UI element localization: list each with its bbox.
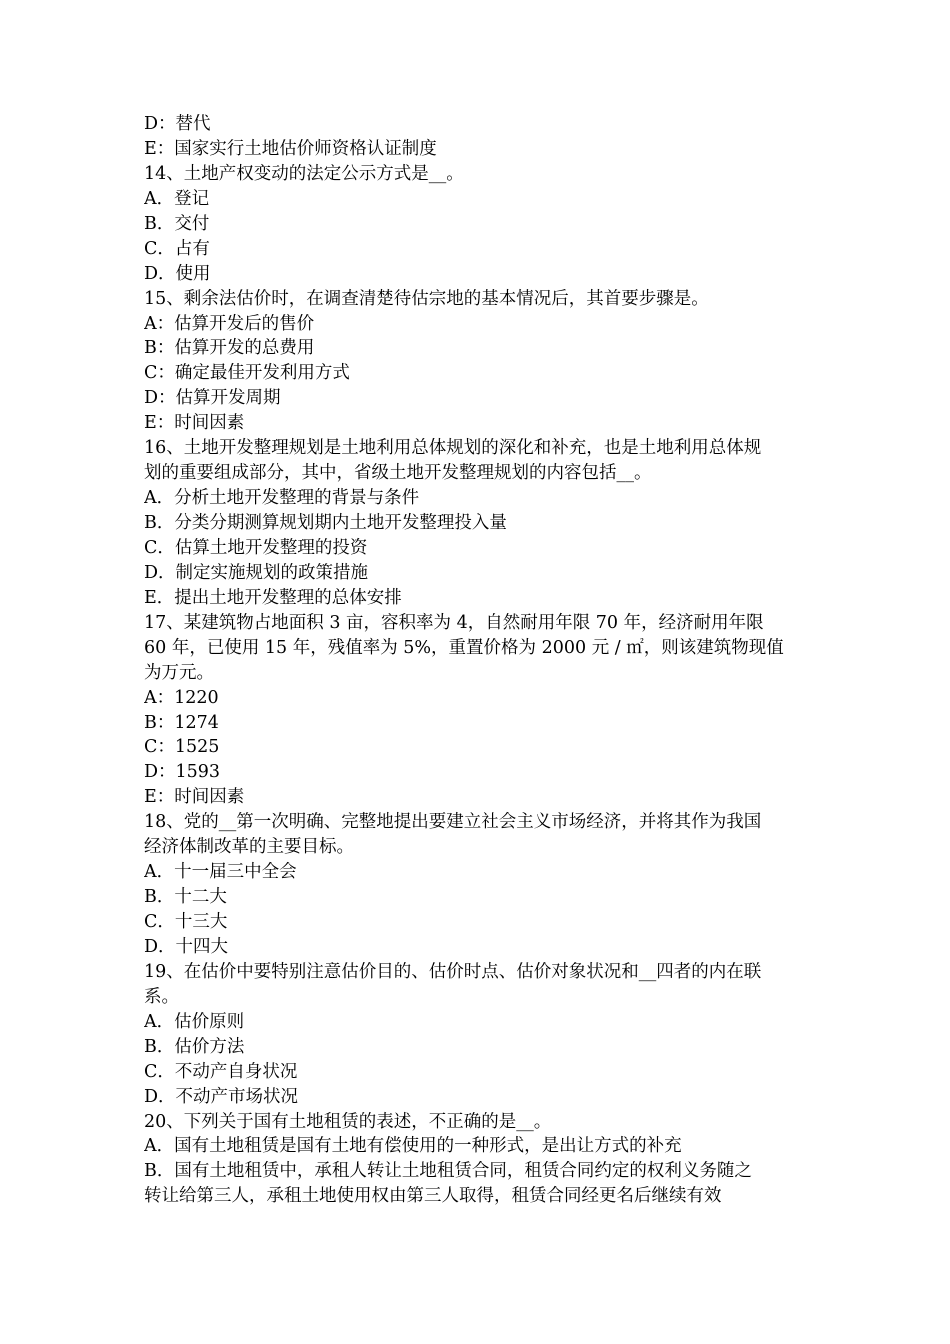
text-line: C．估算土地开发整理的投资 bbox=[144, 537, 368, 558]
text-line: 16、土地开发整理规划是土地利用总体规划的深化和补充，也是土地利用总体规 bbox=[144, 438, 762, 459]
text-line: A．分析土地开发整理的背景与条件 bbox=[144, 488, 420, 509]
text-line: B．分类分期测算规划期内土地开发整理投入量 bbox=[144, 513, 507, 533]
text-line: B：1274 bbox=[144, 712, 219, 733]
text-line: A．登记 bbox=[144, 188, 210, 209]
document-page bbox=[144, 112, 808, 1209]
text-line: B．十二大 bbox=[144, 887, 227, 908]
text-line: D：替代 bbox=[144, 114, 211, 134]
text-line: D：1593 bbox=[144, 762, 221, 783]
text-line: 17、某建筑物占地面积 3 亩，容积率为 4，自然耐用年限 70 年，经济耐用年限 bbox=[144, 612, 764, 633]
text-line: D．制定实施规划的政策措施 bbox=[144, 562, 369, 583]
text-line: B：估算开发的总费用 bbox=[144, 338, 315, 359]
text-line: A．十一届三中全会 bbox=[144, 862, 297, 883]
text-line: D．使用 bbox=[144, 263, 211, 284]
text-line: D：估算开发周期 bbox=[144, 388, 281, 409]
text-line: A．估价原则 bbox=[144, 1011, 245, 1032]
text-line: D．不动产市场状况 bbox=[144, 1086, 299, 1107]
text-line: C．不动产自身状况 bbox=[144, 1061, 298, 1082]
text-line: E：时间因素 bbox=[144, 787, 245, 808]
text-line: 为万元。 bbox=[144, 662, 214, 683]
text-line: A．国有土地租赁是国有土地有偿使用的一种形式，是出让方式的补充 bbox=[144, 1136, 682, 1157]
text-line: C．十三大 bbox=[144, 912, 228, 932]
text-line: A：1220 bbox=[144, 687, 219, 708]
text-line: C．占有 bbox=[144, 238, 210, 259]
text-line: A：估算开发后的售价 bbox=[144, 313, 315, 334]
text-line: C：确定最佳开发利用方式 bbox=[144, 363, 350, 384]
text-line: 经济体制改革的主要目标。 bbox=[144, 837, 354, 858]
text-line: 14、土地产权变动的法定公示方式是__。 bbox=[144, 163, 464, 184]
text-line: B．国有土地租赁中，承租人转让土地租赁合同，租赁合同约定的权利义务随之 bbox=[144, 1161, 752, 1182]
text-line: 系。 bbox=[144, 986, 179, 1007]
text-line: 20、下列关于国有土地租赁的表述，不正确的是__。 bbox=[144, 1111, 552, 1132]
text-line: 15、剩余法估价时，在调查清楚待估宗地的基本情况后，其首要步骤是。 bbox=[144, 288, 709, 309]
text-line: B．交付 bbox=[144, 213, 210, 234]
text-line: 18、党的__第一次明确、完整地提出要建立社会主义市场经济，并将其作为我国 bbox=[144, 812, 762, 833]
text-line: 19、在估价中要特别注意估价目的、估价时点、估价对象状况和__四者的内在联 bbox=[144, 961, 762, 982]
text-line: B．估价方法 bbox=[144, 1036, 245, 1057]
text-line: E：国家实行土地估价师资格认证制度 bbox=[144, 138, 437, 159]
text-line: E．提出土地开发整理的总体安排 bbox=[144, 587, 402, 608]
text-line: C：1525 bbox=[144, 737, 220, 758]
text-line: E：时间因素 bbox=[144, 413, 245, 434]
text-line: 60 年，已使用 15 年，残值率为 5%，重置价格为 2000 元 / ㎡，则该建筑物现值 bbox=[144, 637, 784, 658]
text-line: 划的重要组成部分，其中，省级土地开发整理规划的内容包括__。 bbox=[144, 463, 652, 484]
text-line: D．十四大 bbox=[144, 936, 229, 957]
text-line: 转让给第三人，承租土地使用权由第三人取得，租赁合同经更名后继续有效 bbox=[144, 1186, 722, 1207]
